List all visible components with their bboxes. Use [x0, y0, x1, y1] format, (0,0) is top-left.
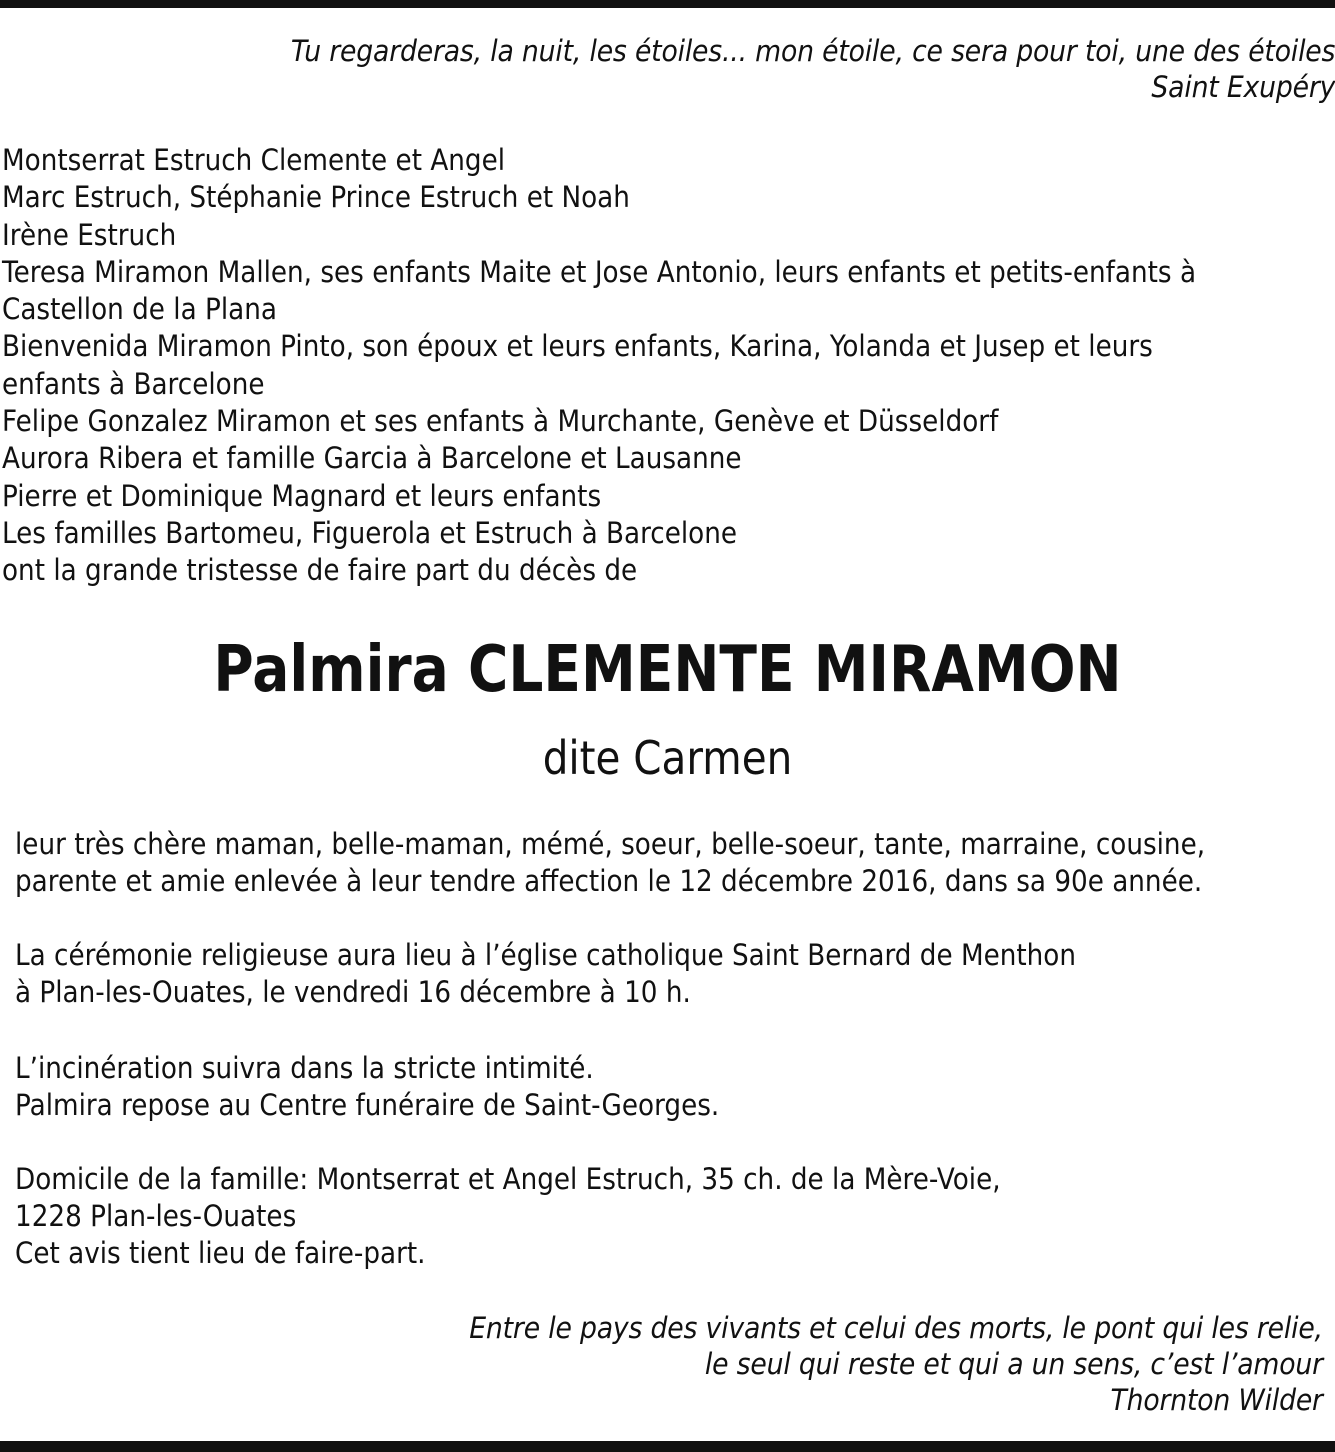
cremation-paragraph — [15, 1050, 719, 1124]
bottom-border-rule — [0, 1441, 1335, 1452]
paragraph-line: 1228 Plan-les-Ouates — [15, 1199, 297, 1233]
epigraph — [291, 33, 1335, 105]
paragraph-line: leur très chère maman, belle-maman, mémé, soeur, belle-soeur, tante, marraine, cousine, — [15, 827, 1206, 861]
family-line: Les familles Bartomeu, Figuerola et Estruch à Barcelone — [2, 515, 738, 550]
epigraph-text: Tu regarderas, la nuit, les étoiles... mon étoile, ce sera pour toi, une des étoiles — [290, 34, 1335, 68]
family-line: Aurora Ribera et famille Garcia à Barcelone et Lausanne — [2, 441, 742, 476]
closing-quote-line: Entre le pays des vivants et celui des morts, le pont qui les relie, — [469, 1311, 1323, 1345]
family-list — [2, 142, 1196, 590]
announcement-line: ont la grande tristesse de faire part du décès de — [2, 553, 638, 588]
family-line: Castellon de la Plana — [2, 292, 277, 327]
closing-quote — [469, 1310, 1323, 1418]
deceased-nickname: dite Carmen — [542, 731, 793, 785]
family-line: Teresa Miramon Mallen, ses enfants Maite et Jose Antonio, leurs enfants et petits-enfants à — [2, 254, 1197, 289]
closing-quote-line: le seul qui reste et qui a un sens, c’est l’amour — [705, 1347, 1323, 1381]
epigraph-author: Saint Exupéry — [1151, 70, 1335, 104]
paragraph-line: Cet avis tient lieu de faire-part. — [15, 1236, 426, 1270]
paragraph-line: La cérémonie religieuse aura lieu à l’église catholique Saint Bernard de Menthon — [15, 938, 1076, 972]
deceased-name: Palmira CLEMENTE MIRAMON — [213, 633, 1122, 707]
family-line: Marc Estruch, Stéphanie Prince Estruch et Noah — [2, 180, 630, 215]
family-line: Pierre et Dominique Magnard et leurs enfants — [2, 478, 602, 513]
domicile-paragraph — [15, 1161, 1001, 1272]
paragraph-line: à Plan-les-Ouates, le vendredi 16 décembre à 10 h. — [15, 975, 691, 1009]
tribute-paragraph — [15, 826, 1205, 900]
paragraph-line: parente et amie enlevée à leur tendre affection le 12 décembre 2016, dans sa 90e année. — [15, 864, 1203, 898]
family-line: Felipe Gonzalez Miramon et ses enfants à Murchante, Genève et Düsseldorf — [2, 404, 999, 439]
family-line: Irène Estruch — [2, 217, 177, 252]
paragraph-line: Palmira repose au Centre funéraire de Saint-Georges. — [15, 1088, 720, 1122]
paragraph-line: Domicile de la famille: Montserrat et Angel Estruch, 35 ch. de la Mère-Voie, — [15, 1162, 1001, 1196]
family-line: Montserrat Estruch Clemente et Angel — [2, 143, 506, 177]
family-line: enfants à Barcelone — [2, 366, 265, 401]
ceremony-paragraph — [15, 937, 1076, 1011]
paragraph-line: L’incinération suivra dans la stricte intimité. — [15, 1051, 594, 1085]
top-border-rule — [0, 0, 1335, 8]
family-line: Bienvenida Miramon Pinto, son époux et leurs enfants, Karina, Yolanda et Jusep et leurs — [2, 329, 1153, 364]
closing-quote-author: Thornton Wilder — [1110, 1383, 1323, 1417]
